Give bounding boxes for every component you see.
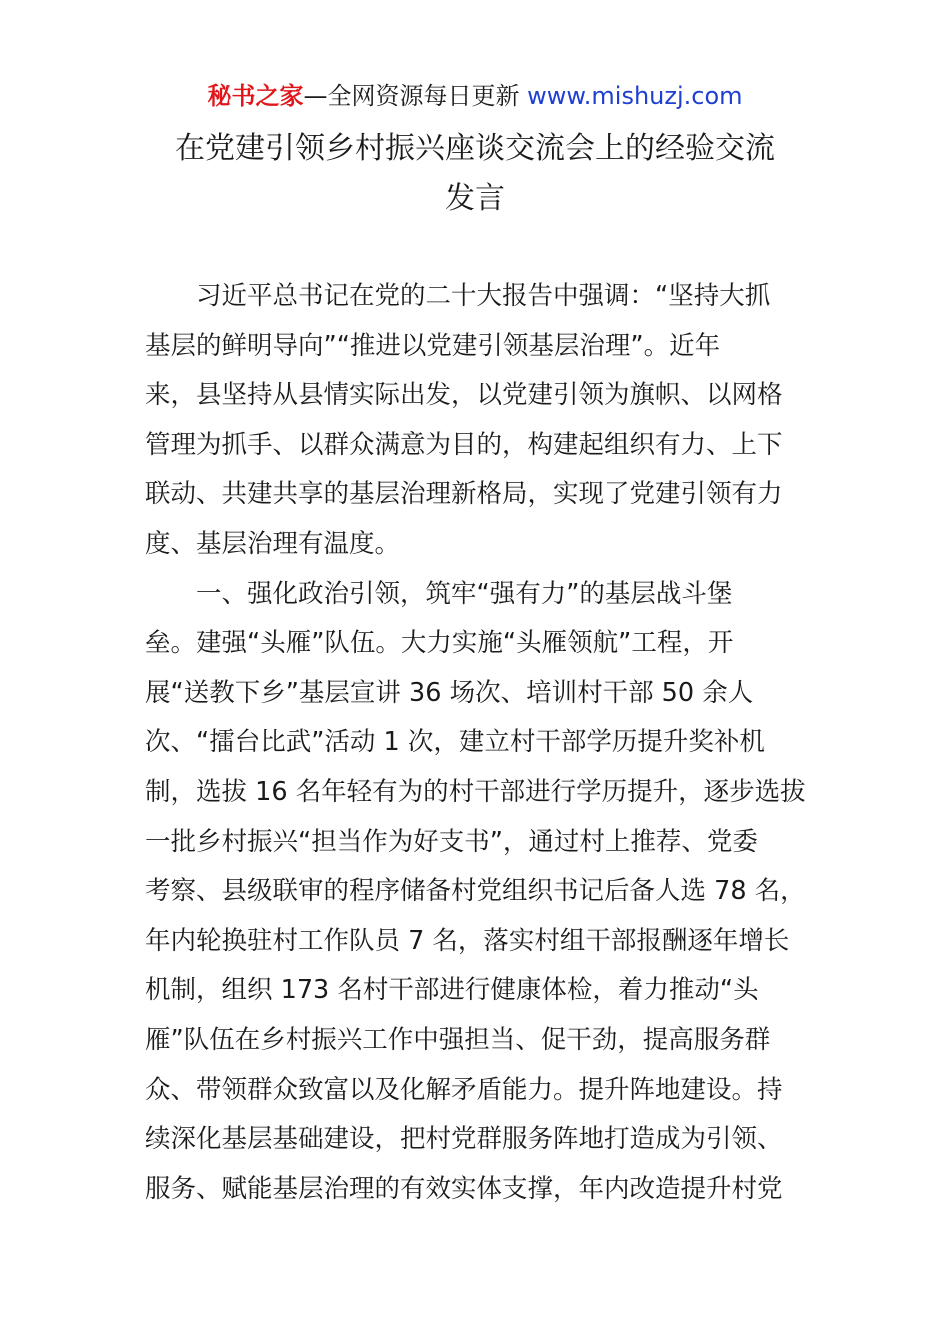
- title-line: 发言: [445, 180, 505, 216]
- body-line: 服务、赋能基层治理的有效实体支撑，年内改造提升村党: [145, 1173, 783, 1204]
- title-line: 在党建引领乡村振兴座谈交流会上的经验交流: [175, 131, 775, 166]
- body-line: 来，县坚持从县情实际出发，以党建引领为旗帜、以网格: [145, 380, 783, 411]
- site-brand: 秘书之家: [207, 82, 304, 110]
- document-body: [145, 272, 808, 1214]
- body-line: 考察、县级联审的程序储备村党组织书记后备人选 78 名，: [145, 876, 806, 907]
- body-line: 续深化基层基础建设，把村党群服务阵地打造成为引领、: [145, 1124, 783, 1155]
- document-title: [145, 124, 805, 223]
- site-url[interactable]: www.mishuzj.com: [527, 82, 743, 110]
- body-line: 度、基层治理有温度。: [145, 528, 401, 559]
- site-header: [0, 80, 950, 112]
- body-line: 年内轮换驻村工作队员 7 名，落实村组干部报酬逐年增长: [145, 925, 790, 956]
- body-line: 一批乡村振兴“担当作为好支书”，通过村上推荐、党委: [145, 826, 758, 857]
- site-tagline: —全网资源每日更新: [303, 82, 528, 110]
- body-line: 基层的鲜明导向”“推进以党建引领基层治理”。近年: [145, 330, 721, 361]
- body-line: 次、“擂台比武”活动 1 次，建立村干部学历提升奖补机: [145, 727, 765, 758]
- body-line: 一、强化政治引领，筑牢“强有力”的基层战斗堡: [145, 578, 733, 609]
- body-line: 垒。建强“头雁”队伍。大力实施“头雁领航”工程，开: [145, 628, 734, 659]
- body-line: 联动、共建共享的基层治理新格局，实现了党建引领有力: [145, 479, 783, 510]
- body-line: 展“送教下乡”基层宣讲 36 场次、培训村干部 50 余人: [145, 677, 754, 708]
- body-line: 制，选拔 16 名年轻有为的村干部进行学历提升，逐步选拔: [145, 776, 806, 807]
- body-line: 管理为抓手、以群众满意为目的，构建起组织有力、上下: [145, 429, 783, 460]
- body-line: 众、带领群众致富以及化解矛盾能力。提升阵地建设。持: [145, 1074, 783, 1105]
- body-line: 雁”队伍在乡村振兴工作中强担当、促干劲，提高服务群: [145, 1024, 771, 1055]
- body-line: 习近平总书记在党的二十大报告中强调：“坚持大抓: [145, 281, 771, 311]
- body-line: 机制，组织 173 名村干部进行健康体检，着力推动“头: [145, 975, 759, 1006]
